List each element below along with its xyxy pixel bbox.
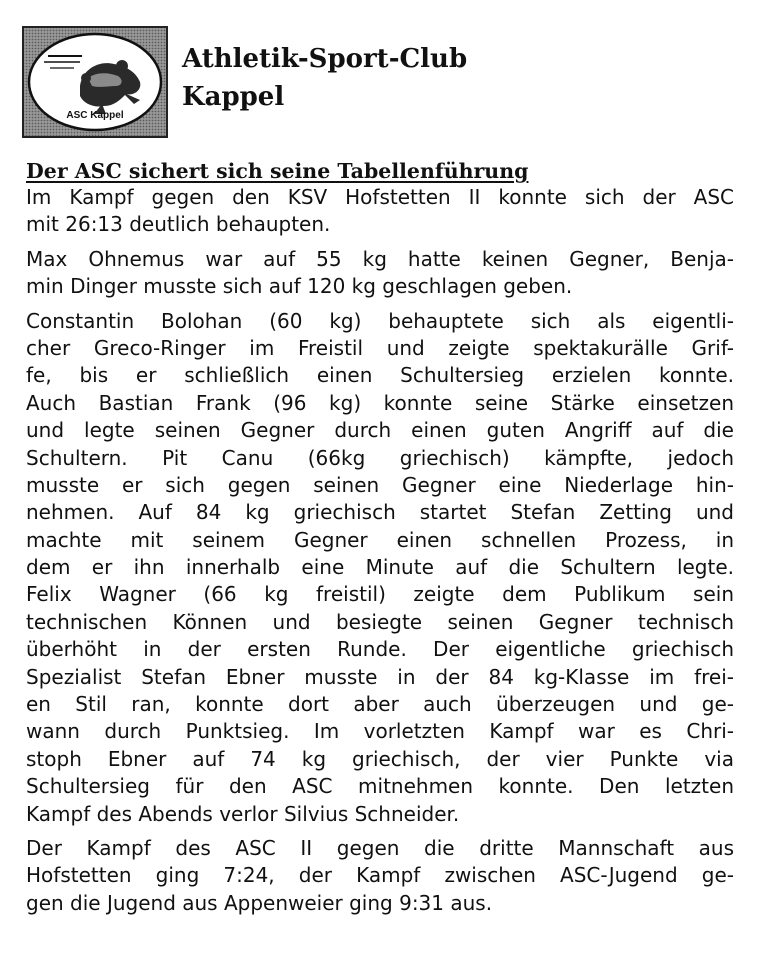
club-name: [182, 40, 467, 116]
text-line: Kampf des Abends verlor Silvius Schneider.: [26, 801, 460, 826]
text-line: cher Greco-Ringer im Freistil und zeigte spektakurälle Grif-: [26, 335, 734, 360]
text-line: Der Kampf des ASC II gegen die dritte Mannschaft aus: [26, 835, 734, 860]
article-header: [22, 26, 742, 146]
club-name-line-1: Athletik-Sport-Club: [182, 44, 468, 74]
article-headline: Der ASC sichert sich seine Tabellenführung: [26, 159, 529, 183]
asc-kappel-logo: [22, 26, 168, 138]
text-line: min Dinger musste sich auf 120 kg geschlagen geben.: [26, 274, 573, 299]
text-line: en Stil ran, konnte dort aber auch überzeugen und ge-: [26, 692, 734, 717]
logo-text: ASC Kappel: [66, 110, 124, 121]
text-line: machte mit seinem Gegner einen schnellen Prozess, in: [26, 527, 734, 552]
text-line: musste er sich gegen seinen Gegner eine Niederlage hin-: [26, 472, 734, 497]
text-line: gen die Jugend aus Appenweier ging 9:31 aus.: [26, 890, 493, 915]
text-line: fe, bis er schließlich einen Schultersieg erzielen konnte.: [26, 363, 734, 388]
paragraph-4: [26, 835, 734, 917]
text-line: Hofstetten ging 7:24, der Kampf zwischen ASC-Jugend ge-: [26, 863, 734, 888]
text-line: Constantin Bolohan (60 kg) behauptete sich als eigentli-: [26, 308, 734, 333]
text-line: Max Ohnemus war auf 55 kg hatte keinen Gegner, Benja-: [26, 246, 734, 271]
club-name-line-2: Kappel: [182, 82, 285, 112]
text-line: technischen Können und besiegte seinen Gegner technisch: [26, 609, 734, 634]
paragraph-3: [26, 308, 734, 828]
text-line: mit 26:13 deutlich behaupten.: [26, 212, 331, 237]
text-line: stoph Ebner auf 74 kg griechisch, der vier Punkte via: [26, 746, 734, 771]
text-line: und legte seinen Gegner durch einen guten Angriff auf die: [26, 418, 734, 443]
text-line: Spezialist Stefan Ebner musste in der 84 kg-Klasse im frei-: [26, 664, 734, 689]
text-line: dem er ihn innerhalb eine Minute auf die Schultern legte.: [26, 555, 734, 580]
text-line: Im Kampf gegen den KSV Hofstetten II konnte sich der ASC: [26, 185, 734, 209]
text-line: Auch Bastian Frank (96 kg) konnte seine Stärke einsetzen: [26, 390, 734, 415]
text-line: überhöht in der ersten Runde. Der eigentliche griechisch: [26, 637, 734, 662]
text-line: Schultersieg für den ASC mitnehmen konnte. Den letzten: [26, 774, 734, 799]
text-line: wann durch Punktsieg. Im vorletzten Kampf war es Chri-: [26, 719, 734, 744]
paragraph-1: [26, 184, 734, 239]
text-line: Felix Wagner (66 kg freistil) zeigte dem Publikum sein: [26, 582, 734, 607]
text-line: Schultern. Pit Canu (66kg griechisch) kämpfte, jedoch: [26, 445, 734, 470]
paragraph-2: [26, 246, 734, 301]
article: [26, 158, 734, 924]
text-line: nehmen. Auf 84 kg griechisch startet Stefan Zetting und: [26, 500, 734, 525]
